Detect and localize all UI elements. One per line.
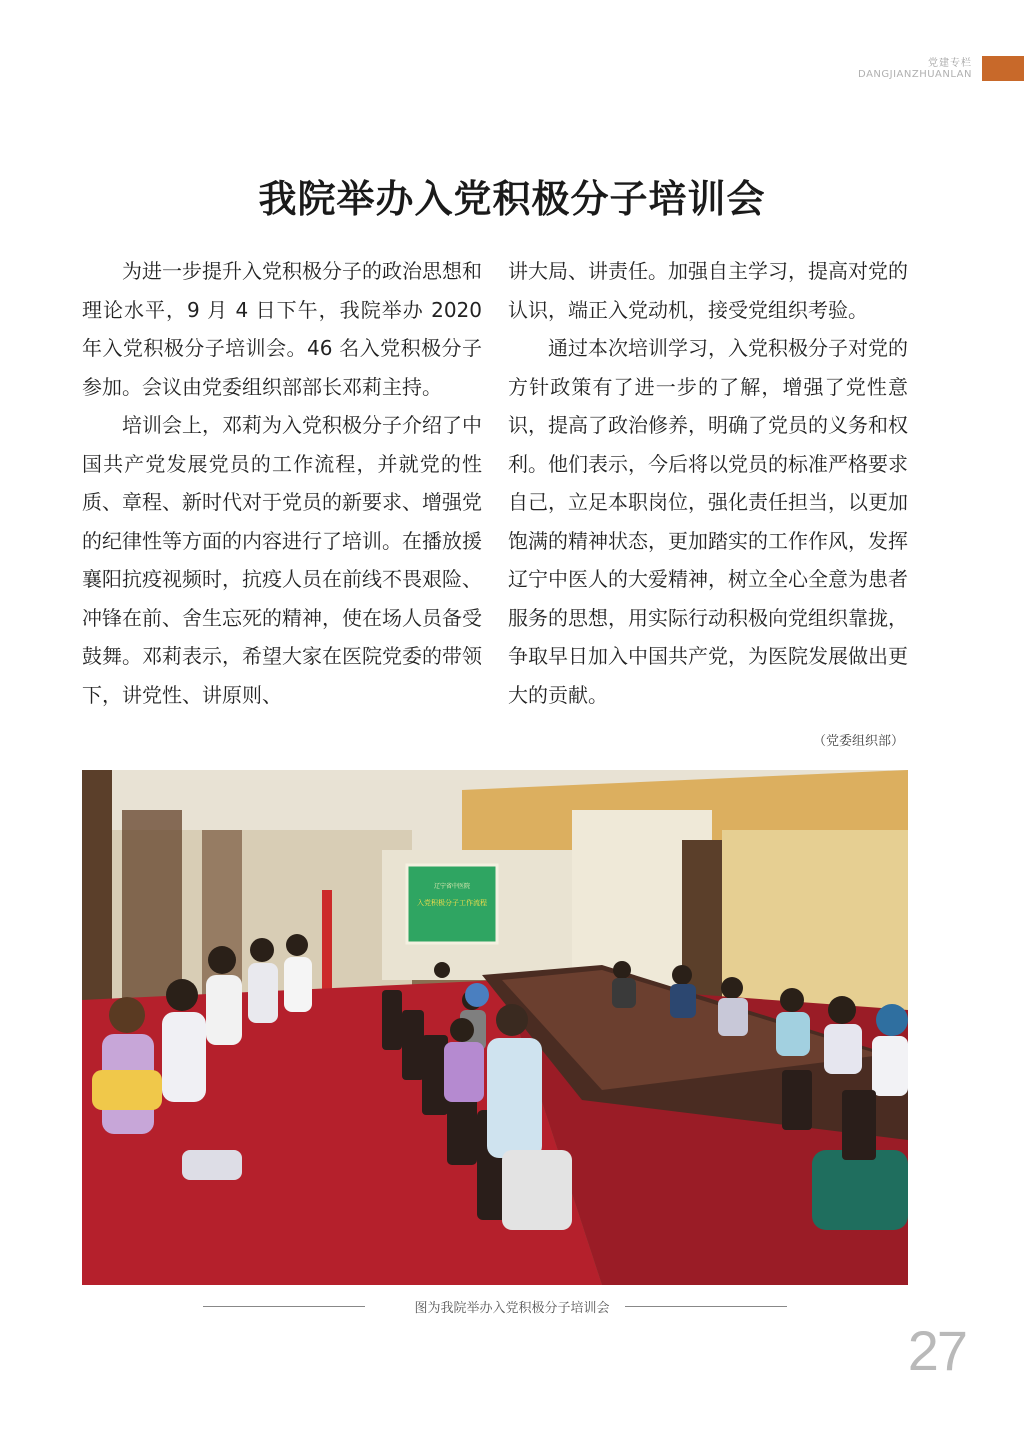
article-right-column bbox=[508, 252, 908, 714]
section-title-cn: 党建专栏 bbox=[928, 58, 972, 69]
section-header bbox=[724, 50, 1024, 84]
page-number: 27 bbox=[907, 1319, 966, 1382]
paragraph: 为进一步提升入党积极分子的政治思想和理论水平，9 月 4 日下午，我院举办 2020 年入党积极分子培训会。46 名入党积极分子参加。会议由党委组织部部长邓莉主持。 bbox=[82, 259, 482, 399]
paragraph: 通过本次培训学习，入党积极分子对党的方针政策有了进一步的了解，增强了党性意识，提高了政治修养，明确了党员的义务和权利。他们表示，今后将以党员的标准严格要求自己，立足本职岗位，强化责任担当，以更加饱满的精神状态，更加踏实的工作作风，发挥辽宁中医人的大爱精神，树立全心全意为患者服务的思想，用实际行动积极向党组织靠拢，争取早日加入中国共产党，为医院发展做出更大的贡献。 bbox=[508, 336, 908, 707]
screen-title: 入党积极分子工作流程 bbox=[417, 899, 487, 907]
meeting-photo bbox=[82, 770, 908, 1285]
flag bbox=[322, 890, 332, 1000]
photo-caption-row bbox=[0, 1296, 1024, 1316]
meeting-photo-illustration bbox=[82, 770, 908, 1285]
paragraph: 培训会上，邓莉为入党积极分子介绍了中国共产党发展党员的工作流程，并就党的性质、章程、新时代对于党员的新要求、增强党的纪律性等方面的内容进行了培训。在播放援襄阳抗疫视频时，抗疫人员在前线不畏艰险、冲锋在前、舍生忘死的精神，使在场人员备受鼓舞。邓莉表示，希望大家在医院党委的带领下，讲党性、讲原则、 bbox=[82, 413, 482, 707]
article-title: 我院举办入党积极分子培训会 bbox=[258, 176, 766, 221]
photo-caption: 图为我院举办入党积极分子培训会 bbox=[414, 1301, 610, 1316]
wood-shelf bbox=[122, 810, 182, 1000]
wood-shelf bbox=[202, 830, 242, 1000]
screen-subtitle: 辽宁省中医院 bbox=[433, 883, 471, 890]
paragraph: 讲大局、讲责任。加强自主学习，提高对党的认识，端正入党动机，接受党组织考验。 bbox=[508, 259, 908, 322]
section-accent-bar bbox=[982, 56, 1024, 81]
article-signature: （党委组织部） bbox=[812, 734, 904, 749]
caption-rule-right bbox=[625, 1306, 787, 1307]
article-left-column bbox=[82, 252, 482, 714]
left-pillar bbox=[82, 770, 112, 1010]
section-title-en: DANGJIANZHUANLAN bbox=[858, 69, 972, 80]
